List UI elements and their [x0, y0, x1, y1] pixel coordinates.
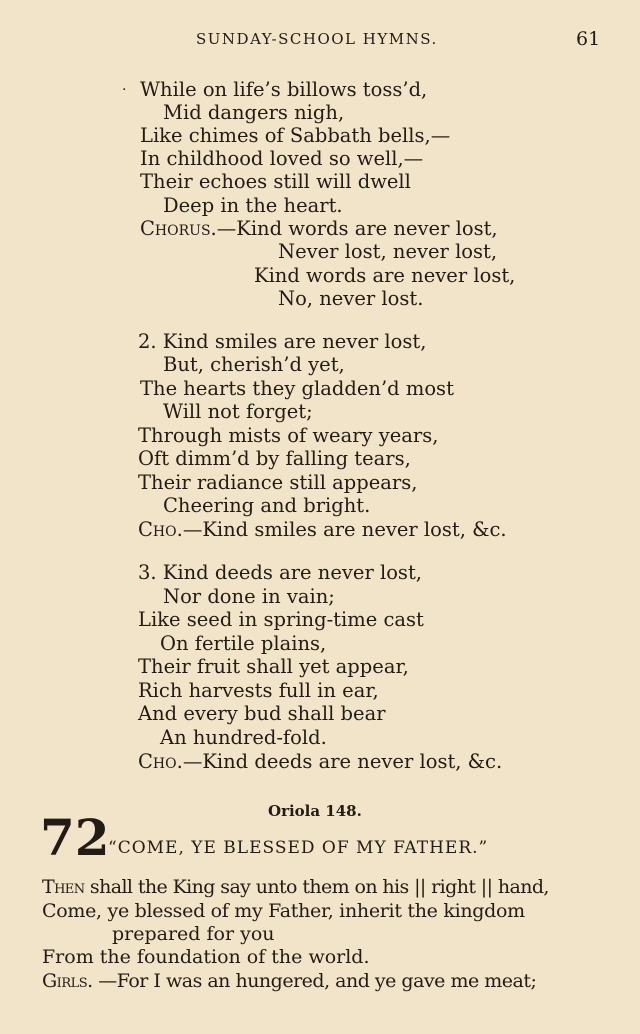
reading-line: prepared for you [112, 923, 275, 945]
verse-line: Cheering and bright. [163, 494, 371, 517]
verse-line: Will not forget; [163, 400, 313, 423]
verse-line: Through mists of weary years, [138, 424, 439, 447]
chorus-line: Kind words are never lost, [254, 264, 516, 287]
verse-line: Their fruit shall yet appear, [138, 655, 409, 678]
chorus-line [140, 217, 498, 241]
reading-line: Come, ye blessed of my Father, inherit the kingdom [42, 900, 525, 922]
verse-line: While on life’s billows toss’d, [140, 78, 428, 101]
chorus-line [138, 518, 507, 542]
verse-line: 3. Kind deeds are never lost, [138, 561, 422, 584]
reading-line: From the foundation of the world. [42, 946, 370, 968]
chorus-label: Cho. [138, 518, 183, 541]
verse-line: Deep in the heart. [163, 194, 343, 217]
tune-name: Oriola 148. [268, 802, 362, 820]
verse-line: Their radiance still appears, [138, 471, 418, 494]
reading-text: —For I was an hungered, and ye gave me meat; [92, 970, 537, 992]
verse-line: 2. Kind smiles are never lost, [138, 330, 427, 353]
verse-line: But, cherish’d yet, [163, 353, 345, 376]
verse-line: An hundred-fold. [160, 726, 327, 749]
verse-line: Rich harvests full in ear, [138, 679, 379, 702]
print-marker: · [122, 82, 127, 98]
chorus-text: —Kind words are never lost, [216, 217, 498, 240]
verse-line: Nor done in vain; [163, 585, 335, 608]
chorus-label: Chorus. [140, 217, 217, 240]
chorus-line [138, 750, 502, 774]
chorus-text: —Kind smiles are never lost, &c. [182, 518, 507, 541]
reading-line [42, 875, 549, 899]
verse-line: On fertile plains, [160, 632, 327, 655]
hymn-number: 72 [40, 808, 110, 867]
hymn-title: “COME, YE BLESSED OF MY FATHER.” [108, 838, 489, 858]
verse-line: Mid dangers nigh, [163, 101, 345, 124]
verse-line: The hearts they gladden’d most [140, 377, 454, 400]
reading-lead: Then [42, 876, 85, 898]
verse-line: And every bud shall bear [138, 702, 386, 725]
verse-line: In childhood loved so well,— [140, 147, 424, 170]
verse-line: Their echoes still will dwell [140, 170, 411, 193]
verse-line: Oft dimm’d by falling tears, [138, 447, 411, 470]
running-title: SUNDAY-SCHOOL HYMNS. [196, 30, 438, 48]
verse-line: Like chimes of Sabbath bells,— [140, 124, 451, 147]
reading-text: shall the King say unto them on his || right || hand, [84, 876, 549, 898]
chorus-text: —Kind deeds are never lost, &c. [182, 750, 503, 773]
reading-line [42, 969, 536, 993]
chorus-label: Cho. [138, 750, 183, 773]
chorus-line: Never lost, never lost, [278, 240, 498, 263]
verse-line: Like seed in spring-time cast [138, 608, 424, 631]
page-number: 61 [576, 28, 601, 50]
chorus-line: No, never lost. [278, 287, 424, 310]
reading-lead: Girls. [42, 970, 93, 992]
